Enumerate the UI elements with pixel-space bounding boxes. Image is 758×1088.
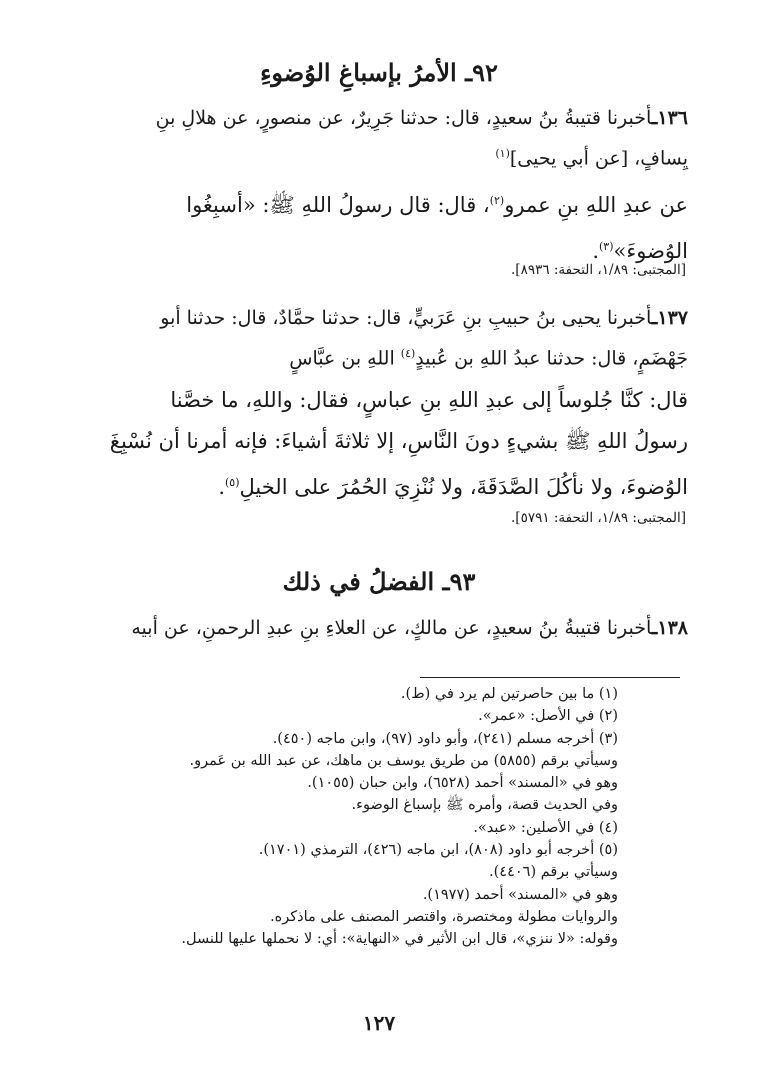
hadith-136-isnad-line1: أخبرنا قتيبةُ بنُ سعيدٍ، قال: حدثنا جَرِيرٌ، عن منصورٍ، عن هلالِ بنِ [155, 107, 652, 129]
hadith-137-number: ١٣٧ـ [651, 307, 688, 329]
hadith-136-matn: عن عبدِ اللهِ بنِ عمرو$^{(٢)}$، قال: قال رسولُ اللهِ ﷺ: «أسبِغُوا الوُضوءَ»$^{(٣)}$. [186, 193, 688, 263]
footnote-line: وفي الحديث قصة، وأمره ﷺ بإسباغ الوضوء. [351, 797, 618, 814]
footnote-line: وسيأتي برقم (٤٤٠٦). [489, 864, 618, 881]
hadith-137-isnad: ١٣٧ـأخبرنا يحيى بنُ حبيبِ بنِ عَرَبيٍّ، قال: حدثنا حمَّادٌ، قال: حدثنا أبو جَهْضَمٍ، قال: حدثنا عبدُ اللهِ بن عُبيدٍ$^{(٤)}$ اللهِ بن عبَّاسٍ [160, 307, 688, 370]
hadith-137-matn-line3: الوُضوءَ، ولا نأكُلَ الصَّدَقَةَ، ولا نُنْزِيَ الحُمُرَ على الخيلِ [239, 475, 688, 499]
hadith-137-matn: قال: كنَّا جُلوساً إلى عبدِ اللهِ بنِ عباسٍ، فقال: واللهِ، ما خصَّنا رسولُ اللهِ ﷺ بشيءٍ دونَ النَّاسِ، إلا ثلاثةَ أشياءَ: فإنه أمرنا أن نُسْبِغَ الوُضوءَ، ولا نأكُلَ الصَّدَقَةَ، ولا نُنْزِيَ الحُمُرَ على الخيلِ$^{(٥)}$. [40, 380, 688, 508]
hadith-137-isnad-line1: أخبرنا يحيى بنُ حبيبِ بنِ عَرَبيٍّ، قال: حدثنا حمَّادٌ، قال: حدثنا أبو [160, 307, 652, 329]
section-93-title: ٩٣ـ الفضلُ في ذلك [282, 567, 476, 596]
hadith-136-isnad-line2: يِسافٍ، [عن أبي يحيى] [509, 147, 688, 170]
hadith-137-citation: [المجتبى: ١/٨٩، التحفة: ٥٧٩١]. [511, 510, 686, 526]
footnote-line: (١) ما بين حاصرتين لم يرد في (ط). [400, 686, 618, 702]
footnote-ref-5: (٥) [225, 476, 240, 489]
footnote-line: والروايات مطولة ومختصرة، واقتصر المصنف على ماذكره. [270, 908, 618, 925]
footnote-line: وقوله: «لا ننزي»، قال ابن الأثير في «النهاية»: أي: لا نحملها عليها للنسل. [181, 931, 618, 948]
footnote-line: وسيأتي برقم (٥٨٥٥) من طريق يوسف بن ماهك، عن عبد الله بن عَمرو. [189, 752, 618, 769]
footnote-ref-2: (٢) [489, 194, 505, 207]
footnote-line: (٤) في الأصلين: «عبد». [473, 819, 618, 836]
hadith-136-isnad [40, 100, 688, 176]
footnote-ref-4: (٤) [400, 347, 416, 360]
hadith-136-matn-line2: الوُضوءَ» [613, 239, 688, 263]
footnote-line: (٥) أخرجه أبو داود (٨٠٨)، ابن ماجه (٤٢٦)، الترمذي (١٧٠١). [258, 842, 618, 859]
footnote-line: (٣) أخرجه مسلم (٢٤١)، وأبو داود (٩٧)، وابن ماجه (٤٥٠). [272, 730, 618, 747]
section-92-title: ٩٢ـ الأمرُ بإسباغِ الوُضوءِ [260, 58, 498, 87]
hadith-137-matn-line1: قال: كنَّا جُلوساً إلى عبدِ اللهِ بنِ عباسٍ، فقال: واللهِ، ما خصَّنا [170, 388, 688, 412]
hadith-137-isnad-line2: جَهْضَمٍ، قال: حدثنا عبدُ اللهِ بن عُبيدٍ [415, 347, 688, 370]
hadith-138-isnad [40, 610, 688, 646]
hadith-137-matn-line2: رسولُ اللهِ ﷺ بشيءٍ دونَ النَّاسِ، إلا ثلاثةَ أشياءَ: فإنه أمرنا أن نُسْبِغَ [109, 429, 688, 453]
hadith-138-isnad-line1: أخبرنا قتيبةُ بنُ سعيدٍ، عن مالكٍ، عن العلاءِ بنِ عبدِ الرحمنِ، عن أبيه [131, 617, 652, 639]
page-number: ١٢٧ [362, 1011, 396, 1035]
footnote-line: وهو في «المسند» أحمد (٦٥٢٨)، وابن حبان (١٠٥٥). [307, 775, 618, 792]
footnote-divider [420, 677, 680, 678]
hadith-136-citation: [المجتبى: ١/٨٩، التحفة: ٨٩٣٦]. [511, 262, 686, 278]
footnote-ref-3: (٣) [599, 240, 614, 253]
footnote-line: وهو في «المسند» أحمد (١٩٧٧). [422, 886, 618, 903]
hadith-136-matn-line1: عن عبدِ اللهِ بنِ عمرو [504, 193, 688, 217]
hadith-138-number: ١٣٨ـ [651, 617, 688, 639]
footnote-line: (٢) في الأصل: «عمر». [478, 708, 618, 725]
footnote-ref-1: (١) [495, 147, 510, 160]
hadith-136-number: ١٣٦ـ [651, 107, 688, 129]
footnotes [40, 683, 618, 951]
